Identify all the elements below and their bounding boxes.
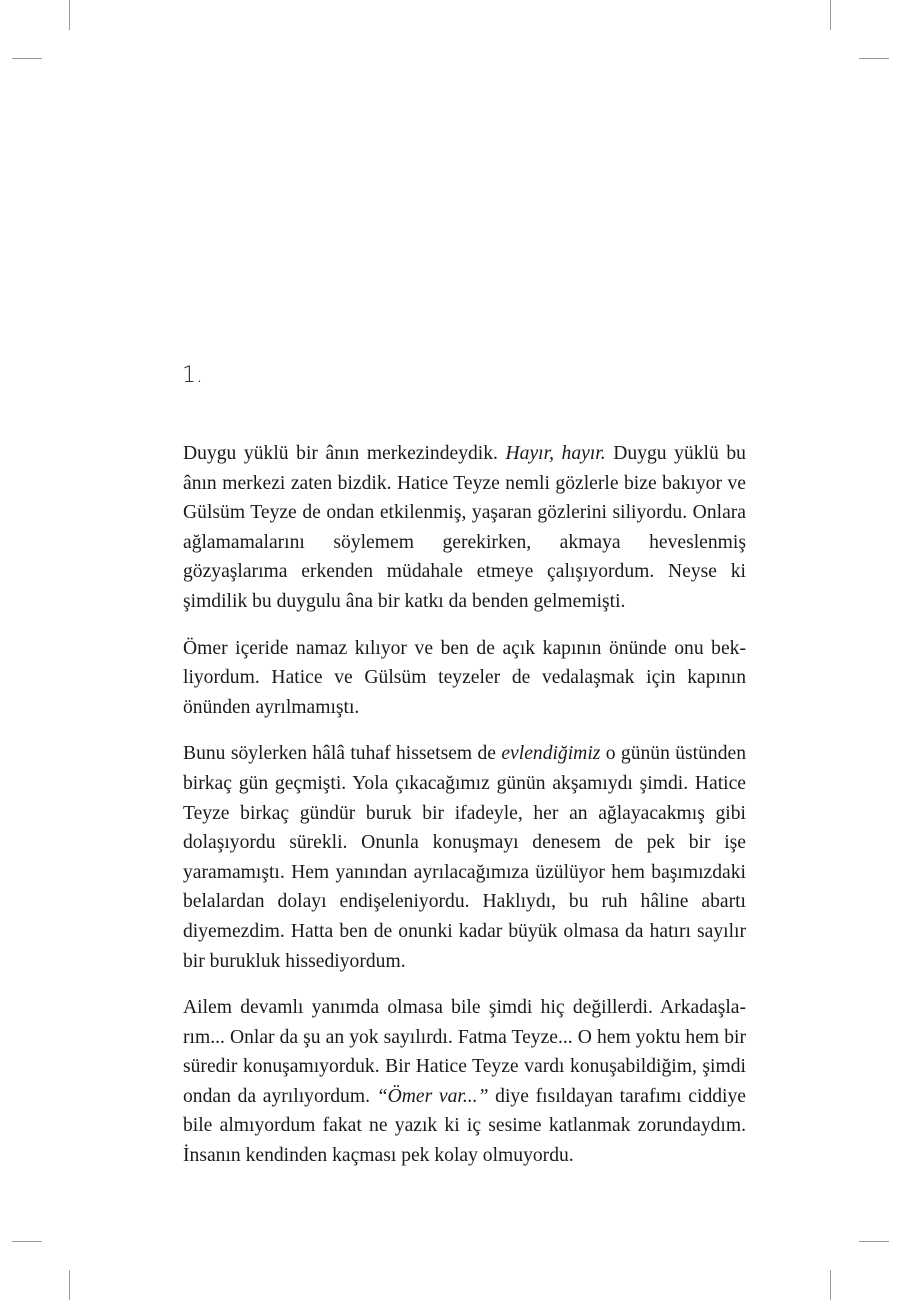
chapter-number: 1.: [182, 363, 203, 388]
paragraph-4-text-b: diye fısıldayan tarafımı ciddiye bile almıyordum fakat ne yazık ki iç sesime katlanmak zorundaydım. İnsanın kendinden kaçması pek kolay olmuyordu.: [183, 1085, 746, 1167]
chapter-body: [183, 439, 746, 1188]
crop-mark-bottom-left-horizontal: [12, 1241, 42, 1242]
paragraph-1: [183, 439, 746, 617]
crop-mark-bottom-right-vertical: [830, 1270, 831, 1300]
paragraph-2-text: Ömer içeride namaz kılıyor ve ben de açık kapının önünde onu bekliyordum. Hatice ve Gülsüm teyzeler de vedalaşmak için kapının önünden ayrılmamıştı.: [183, 637, 746, 718]
paragraph-2: [183, 634, 746, 723]
crop-mark-top-right-vertical: [830, 0, 831, 30]
paragraph-1-text-b: Duygu yüklü bu ânın merkezi zaten bizdik. Hatice Teyze nemli gözlerle bize bakıyor ve Gülsüm Teyze de ondan etkilenmiş, yaşaran gözlerini siliyordu. Onlara ağlamamalarını söylemem gerekirken, akmaya heveslenmiş gözyaşlarıma erkenden müdahale etmeye çalışıyordum. Neyse ki şimdilik bu duygulu âna bir katkı da benden gelmemişti.: [183, 443, 746, 612]
paragraph-3-emphasis: evlendiğimiz: [501, 743, 601, 765]
paragraph-4: [183, 993, 746, 1171]
paragraph-4-emphasis: “Ömer var...”: [376, 1085, 489, 1107]
paragraph-1-emphasis: Hayır, hayır.: [505, 443, 606, 464]
paragraph-3: [183, 739, 746, 976]
paragraph-3-text-b: o günün üstünden birkaç gün geçmişti. Yola çıkacağımız günün akşamıydı şimdi. Hatice Teyze birkaç gündür buruk bir ifadeyle, her an ağlayacakmış gibi dolaşıyordu sürekli. Onunla konuşmayı denesem de pek bir işe yaramamıştı. Hem yanından ayrılacağımıza üzülüyor hem başımızdaki belalardan dolayı endişeleniyordu. Haklıydı, bu ruh hâline abartı diyemezdim. Hatta ben de onunki kadar büyük olmasa da hatırı sayılır bir burukluk hissediyordum.: [183, 743, 746, 972]
crop-mark-top-right-horizontal: [859, 58, 889, 59]
crop-mark-top-left-horizontal: [12, 58, 42, 59]
crop-mark-bottom-left-vertical: [69, 1270, 70, 1300]
crop-mark-top-left-vertical: [69, 0, 70, 30]
paragraph-1-text-a: Duygu yüklü bir ânın merkezindeydik.: [183, 443, 506, 464]
paragraph-3-text-a: Bunu söylerken hâlâ tuhaf hissetsem de: [183, 743, 502, 765]
paragraph-4-text-a: Ailem devamlı yanımda olmasa bile şimdi hiç değillerdi. Arkadaşlarım... Onlar da şu an yok sayılırdı. Fatma Teyze... O hem yoktu hem bir süredir konuşamıyorduk. Bir Hatice Teyze vardı konuşabildiğim, şimdi ondan da ayrılıyordum.: [183, 997, 746, 1107]
crop-mark-bottom-right-horizontal: [859, 1241, 889, 1242]
